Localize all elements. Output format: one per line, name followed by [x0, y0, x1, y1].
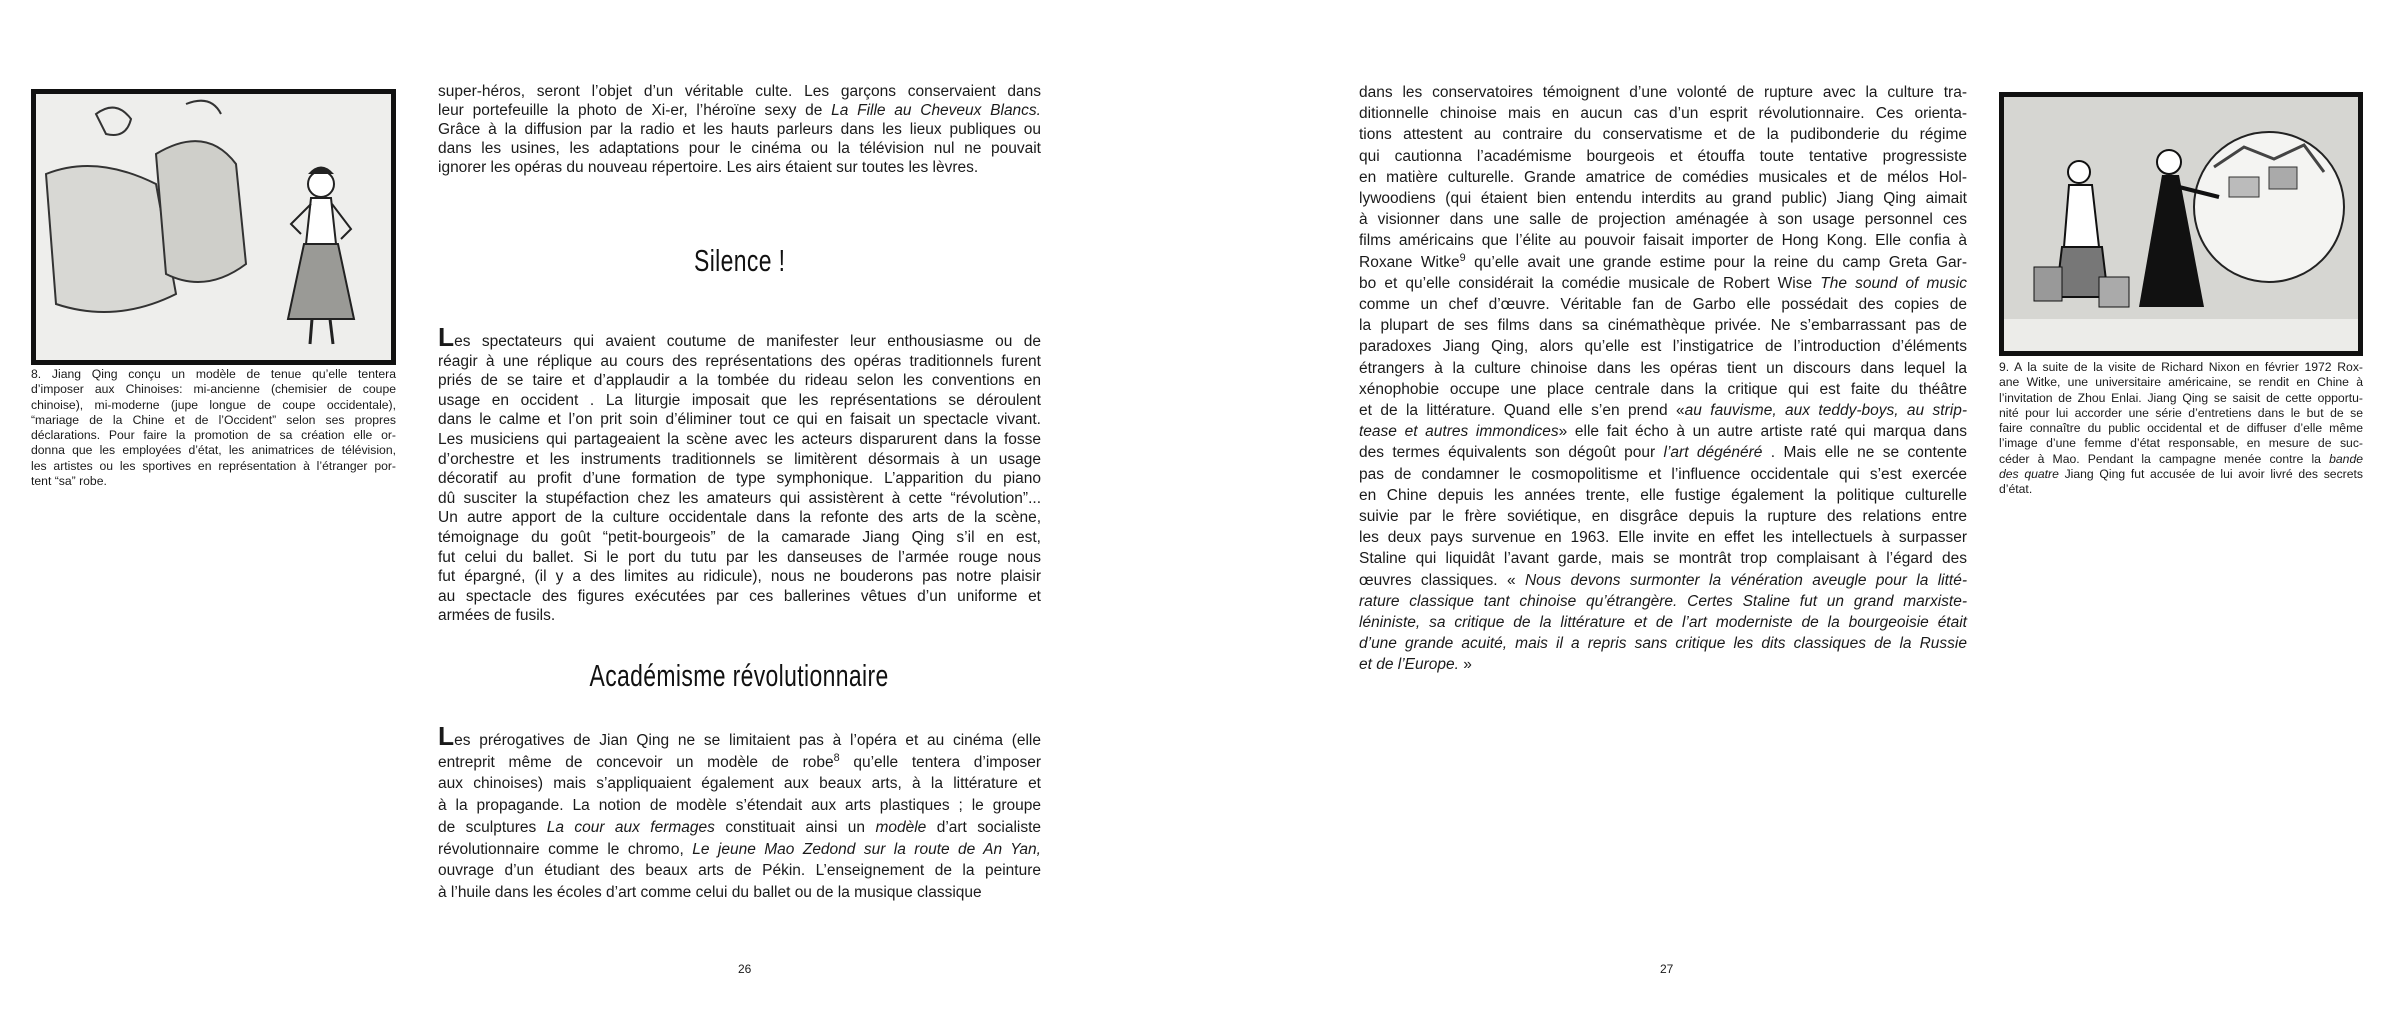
text-run: entreprit même de concevoir un modèle de robe	[438, 753, 834, 771]
text-line: fut celui du ballet. Si le port du tutu par les danseuses de l’armée rouge nous	[438, 548, 1041, 566]
drop-cap: L	[438, 721, 455, 751]
text-line	[438, 721, 1041, 752]
text-line: 9. A la suite de la visite de Richard Nixon en février 1972 Rox-	[1999, 360, 2363, 374]
text-line	[438, 752, 1041, 774]
text-line: ouvrage d’un étudiant des beaux arts de Pékin. L’enseignement de la peinture	[438, 862, 1041, 880]
text-run: » elle fait écho à un autre artiste raté qui marqua dans	[1558, 423, 1967, 441]
text-line: réagir à une réplique au cours des représentations des opéras traditionnels furent	[438, 352, 1041, 370]
body-text-silence	[438, 322, 1041, 626]
text-line: paradoxes Jiang Qing, alors qu’elle est l’instigatrice de l’introduction d’éléments	[1359, 338, 1967, 356]
body-text-right	[1359, 82, 1967, 676]
text-line	[1359, 570, 1967, 591]
text-line: la plupart de ses films dans sa cinémathèque privée. Ne s’embarrassant pas de	[1359, 317, 1967, 335]
text-run: Roxane Witke	[1359, 253, 1460, 271]
text-line: dans les usines, les adaptations pour le cinéma ou la télévision nul ne pouvait	[438, 140, 1041, 157]
text-line: pas de condamner le cosmopolitisme et l’influence occidentale qui s’est exercée	[1359, 465, 1967, 483]
text-line: aux chinoises) mais s’appliquaient également aux beaux arts, à la littérature et	[438, 775, 1041, 793]
text-line: dû susciter la stupéfaction chez les amateurs qui assistèrent à cette “révolution”...	[438, 489, 1041, 507]
italic-text: des quatre	[1999, 467, 2059, 482]
text-line: Les musiciens qui partageaient la scène avec les acteurs disparurent dans la fosse	[438, 430, 1041, 448]
cartoon-dress-illustration	[36, 94, 391, 360]
text-line: Staline qui liquidât l’avant garde, mais se montrât trop complaisant à l’égard des	[1359, 550, 1967, 568]
text-line	[438, 322, 1041, 352]
text-line	[438, 839, 1041, 861]
text-run: constituait ainsi un	[714, 818, 876, 836]
section-heading-academisme	[438, 658, 1041, 694]
text-line: ignorer les opéras du nouveau répertoire. Les airs étaient sur toutes les lèvres.	[438, 159, 979, 176]
cartoon-caricature-illustration	[2004, 97, 2358, 351]
text-line: dans le calme et l’on prit soin d’éliminer tout ce qui en faisait un spectacle vivant.	[438, 411, 1041, 429]
text-line: étrangers à la culture chinoise dans les opéras tient un discours dans lequel la	[1359, 359, 1967, 377]
text-line: tions attestent au contraire du conservatisme et de la pudibonderie du régime	[1359, 126, 1967, 144]
text-line	[1999, 452, 2363, 467]
italic-text: d’une grande acuité, mais il a repris sans critique les dits classiques de la Russie	[1359, 635, 1967, 653]
text-line: qui cautionna l’académisme bourgeois et étouffa toute tentative progressiste	[1359, 147, 1967, 165]
body-text-intro	[438, 82, 1041, 177]
text-run: céder à Mao. Pendant la campagne menée contre la	[1999, 451, 2330, 466]
text-line: l’invitation de Zhou Enlai. Jiang Qing se saisit de cette opportu-	[1999, 390, 2363, 405]
italic-text: Le jeune Mao Zedond sur la route de An Yan,	[692, 840, 1041, 858]
heading-text: Silence !	[693, 243, 786, 278]
figure-illustration-dress	[31, 89, 396, 365]
text-line: d’état.	[1999, 482, 2033, 497]
text-line	[1359, 633, 1967, 654]
text-line: faire connaître du public occidental et de diffuser d’elle même	[1999, 421, 2363, 436]
text-line: décoratif au profit d’une formation de type symphonique. L’apparition du piano	[438, 470, 1041, 488]
text-line: déclarations. Pour faire la promotion de sa création elle or-	[31, 428, 396, 443]
text-line	[1359, 400, 1967, 421]
text-run: leur portefeuille la photo de Xi-er, l’héroïne sexy de	[438, 102, 832, 119]
italic-text: modèle	[875, 818, 927, 836]
text-line: xénophobie occupe une place centrale dans la critique qui est faite du théâtre	[1359, 380, 1967, 398]
text-line: super-héros, seront l’objet d’un véritable culte. Les garçons conservaient dans	[438, 83, 1041, 100]
text-line: témoignage du goût “petit-bourgeois” de la camarade Jiang Qing s’il en est,	[438, 528, 1041, 546]
text-line: usage en occident . La liturgie imposait que les représentations se déroulent	[438, 391, 1041, 409]
text-line	[1359, 654, 1967, 675]
text-run: qu’elle avait une grande estime pour la reine du camp Greta Gar-	[1465, 253, 1968, 271]
text-line: fut épargné, (il y a des limites au ridicule), nous ne bouderons pas notre plaisir	[438, 568, 1041, 586]
body-text-academisme	[438, 721, 1042, 904]
text-line	[1359, 612, 1967, 633]
text-line: Un autre apport de la culture occidentale dans la refonte des arts de la scène,	[438, 509, 1041, 527]
text-line: au spectacle des figures exécutées par ces ballerines vêtues d’un uniforme et	[438, 587, 1041, 605]
text-line: armées de fusils.	[438, 607, 556, 625]
text-line: lywoodiens (qui étaient bien entendu interdits au grand public) Jiang Qing aimait	[1359, 190, 1967, 208]
text-line: à visionner dans une salle de projection aménagée à son usage personnel ces	[1359, 211, 1967, 229]
text-line: d’orchestre et les instruments traditionnels se limitèrent désormais à un usage	[438, 450, 1041, 468]
italic-text: rature classique tant chinoise qu’étrangère. Certes Staline fut un grand marxiste-	[1359, 592, 1967, 610]
text-run: »	[1458, 656, 1472, 674]
text-line: “mariage de la Chine et de l’Occident” selon ses propres	[31, 412, 396, 427]
italic-text: La cour aux fermages	[546, 818, 715, 836]
text-line: les deux pays survenue en 1963. Elle invite en effet les intellectuels à surpasser	[1359, 529, 1967, 547]
text-run: es prérogatives de Jian Qing ne se limitaient pas à l’opéra et au cinéma (elle	[454, 732, 1041, 749]
section-heading-silence	[438, 243, 1041, 279]
text-line	[1359, 591, 1967, 612]
text-line	[1359, 421, 1967, 442]
text-line: chinoise), mi-moderne (jupe longue de coupe occidentale),	[31, 397, 396, 412]
italic-text: Nous devons surmonter la vénération aveugle pour la litté-	[1524, 571, 1967, 589]
text-run: qu’elle tentera d’imposer	[839, 753, 1041, 771]
text-line	[1359, 273, 1967, 294]
text-line: Grâce à la diffusion par la radio et les hauts parleurs dans les lieux publiques ou	[438, 121, 1041, 138]
italic-text: tease et autres immondices	[1359, 423, 1559, 441]
text-line	[1359, 442, 1967, 463]
text-run: . Mais elle ne se contente	[1762, 444, 1967, 462]
italic-text: bande	[2329, 451, 2363, 466]
text-line: en Chine depuis les années trente, elle fustige également la politique culturelle	[1359, 486, 1967, 504]
text-line	[1359, 252, 1967, 273]
text-line: donna que les employées d’état, les animatrices de télévision,	[31, 443, 396, 458]
italic-text: The sound of music	[1820, 274, 1967, 292]
text-run: œuvres classiques. «	[1359, 571, 1525, 589]
text-run: es spectateurs qui avaient coutume de manifester leur enthousiasme ou de	[454, 333, 1041, 350]
footnote-ref: 8	[833, 751, 840, 764]
text-run: des termes équivalents son dégoût pour	[1359, 444, 1664, 462]
text-line	[438, 817, 1041, 839]
italic-text: au fauvisme, aux teddy-boys, au strip-	[1684, 402, 1967, 420]
page-number: 26	[738, 962, 752, 976]
footnote-ref: 9	[1459, 251, 1466, 264]
text-line: priés de se taire et d’applaudir a la tombée du rideau selon les conventions en	[438, 372, 1041, 390]
figure-caption-8	[31, 367, 396, 489]
text-line: 8. Jiang Qing conçu un modèle de tenue qu’elle tentera	[31, 367, 396, 381]
text-line: l’image d’une femme d’état responsable, en mesure de suc-	[1999, 436, 2363, 451]
heading-text: Académisme révolutionnaire	[589, 658, 890, 693]
text-run: de sculptures	[438, 818, 547, 836]
text-run: Jiang Qing fut accusée de lui avoir livré des secrets	[2058, 467, 2363, 482]
italic-text: La Fille au Cheveux Blancs.	[831, 102, 1041, 119]
italic-text: l’art dégénéré	[1663, 444, 1763, 462]
text-line: films américains que l’élite au pouvoir faisait importer de Hong Kong. Elle confia à	[1359, 232, 1967, 250]
page-number: 27	[1660, 962, 1674, 976]
text-run: bo et qu’elle considérait la comédie musicale de Robert Wise	[1359, 274, 1821, 292]
text-line: d’imposer aux Chinoises: mi-ancienne (chemisier de coupe	[31, 382, 396, 397]
figure-illustration-cartoon	[1999, 92, 2363, 356]
text-line: ditionnelle chinoise mais en aucun cas d’un esprit révolutionnaire. Ces orienta-	[1359, 105, 1967, 123]
drop-cap: L	[438, 322, 455, 352]
text-run: d’art socialiste	[926, 818, 1042, 836]
text-line: comme un chef d’œuvre. Véritable fan de Garbo elle possédait des copies de	[1359, 296, 1967, 314]
figure-caption-9	[1999, 360, 2363, 498]
text-line: les artistes ou les sportives en représentation à l’étranger por-	[31, 458, 396, 473]
italic-text: et de l’Europe.	[1359, 656, 1459, 674]
italic-text: léniniste, sa critique de la littérature et de l’art moderniste de la bourgeoisie était	[1359, 614, 1967, 632]
text-line: à la propagande. La notion de modèle s’étendait aux arts plastiques ; le groupe	[438, 797, 1041, 815]
text-line: nité pour lui accorder une série d’entretiens dans le but de se	[1999, 405, 2363, 420]
text-line: en matière culturelle. Grande amatrice de comédies musicales et de mélos Hol-	[1359, 168, 1967, 186]
text-run: et de la littérature. Quand elle s’en prend «	[1359, 402, 1685, 420]
text-line	[1999, 467, 2363, 482]
text-run: révolutionnaire comme le chromo,	[438, 840, 693, 858]
text-line: dans les conservatoires témoignent d’une volonté de rupture avec la culture tra-	[1359, 84, 1967, 101]
text-line: ane Witke, une universitaire américaine, se rendit en Chine à	[1999, 375, 2363, 390]
text-line: à l’huile dans les écoles d’art comme celui du ballet ou de la musique classique	[438, 883, 982, 901]
text-line	[438, 101, 1041, 120]
text-line: suivie par le frère soviétique, en disgrâce depuis la rupture des relations entre	[1359, 508, 1967, 526]
text-line: tent “sa” robe.	[31, 474, 107, 489]
